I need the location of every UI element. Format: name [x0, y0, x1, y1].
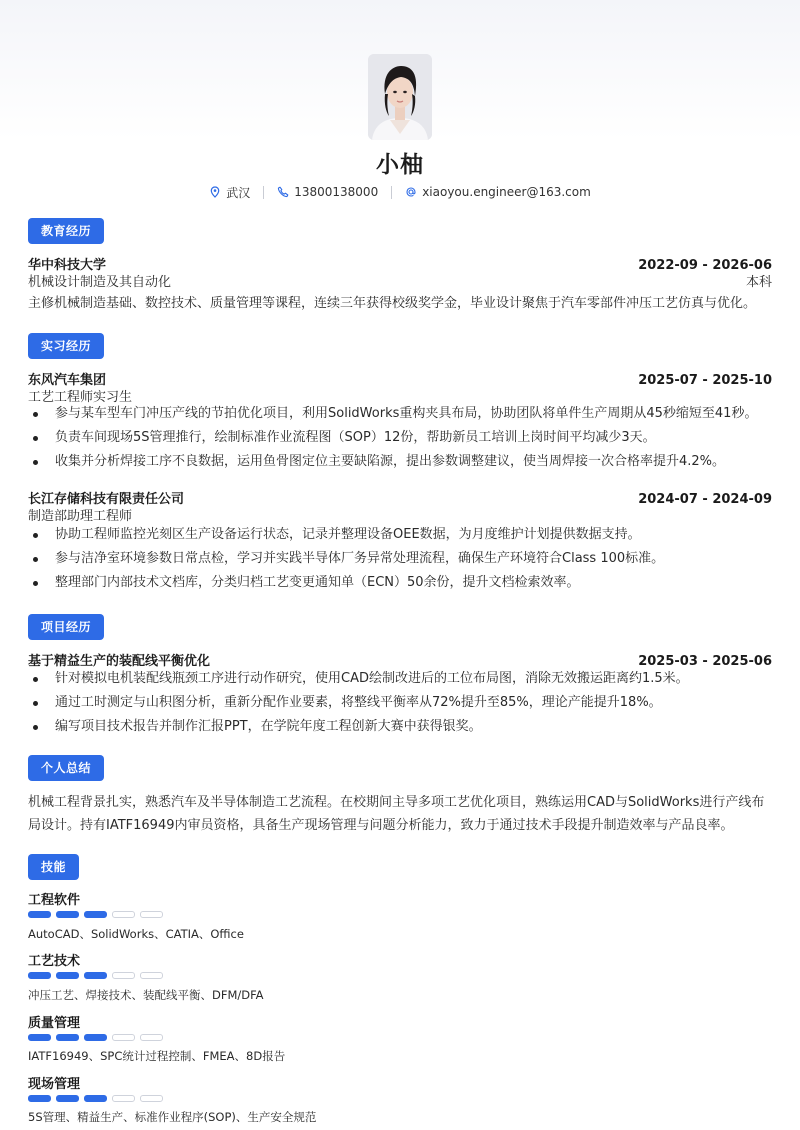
role-title: 工艺工程师实习生 [28, 390, 133, 405]
list-item: 参与某车型车门冲压产线的节拍优化项目，利用SolidWorks重构夹具布局，协助团队将单件生产周期从45秒缩短至41秒。 [28, 402, 772, 426]
section-badge-project: 项目经历 [28, 614, 104, 640]
skill-segment-filled [28, 1095, 51, 1102]
contact-city [196, 184, 263, 201]
skill-segment-filled [84, 1034, 107, 1041]
skill-level-bar [28, 972, 163, 979]
internship-bullets [28, 402, 772, 474]
skill-segment-filled [84, 911, 107, 918]
skill-segment-filled [84, 972, 107, 979]
contact-phone[interactable] [264, 185, 391, 199]
phone-icon [277, 186, 289, 198]
skill-segment-filled [28, 911, 51, 918]
location-pin-icon [209, 186, 221, 198]
skill-segment-filled [56, 1034, 79, 1041]
internship-bullets [28, 523, 772, 595]
list-item: 编写项目技术报告并制作汇报PPT，在学院年度工程创新大赛中获得银奖。 [28, 715, 772, 739]
candidate-name: 小柚 [376, 152, 424, 178]
skill-segment-empty [140, 911, 163, 918]
list-item: 参与洁净室环境参数日常点检，学习并实践半导体厂务异常处理流程，确保生产环境符合Class 100标准。 [28, 547, 772, 571]
skill-segment-filled [56, 972, 79, 979]
skill-segment-empty [112, 1034, 135, 1041]
skill-title: 工程软件 [28, 893, 81, 908]
education-subheader [28, 271, 772, 290]
skill-segment-filled [28, 972, 51, 979]
email-text: xiaoyou.engineer@163.com [422, 185, 591, 199]
skill-title: 现场管理 [28, 1077, 81, 1092]
skill-segment-empty [112, 972, 135, 979]
list-item: 整理部门内部技术文档库，分类归档工艺变更通知单（ECN）50余份，提升文档检索效率。 [28, 571, 772, 595]
skill-title: 质量管理 [28, 1016, 81, 1031]
company-name: 长江存储科技有限责任公司 [28, 492, 185, 507]
contact-bar [0, 183, 800, 201]
company-name: 东风汽车集团 [28, 373, 107, 388]
skill-segment-filled [28, 1034, 51, 1041]
skill-title: 工艺技术 [28, 954, 81, 969]
phone-text: 13800138000 [294, 185, 379, 199]
skill-segment-filled [56, 911, 79, 918]
skill-segment-filled [84, 1095, 107, 1102]
list-item: 收集并分析焊接工序不良数据，运用鱼骨图定位主要缺陷源，提出参数调整建议，使当周焊接一次合格率提升4.2%。 [28, 450, 772, 474]
skill-description: 5S管理、精益生产、标准作业程序(SOP)、生产安全规范 [28, 1110, 317, 1124]
skill-description: 冲压工艺、焊接技术、装配线平衡、DFM/DFA [28, 988, 264, 1002]
skill-level-bar [28, 1095, 163, 1102]
list-item: 负责车间现场5S管理推行，绘制标准作业流程图（SOP）12份，帮助新员工培训上岗时间平均减少3天。 [28, 426, 772, 450]
skill-segment-filled [56, 1095, 79, 1102]
skill-description: IATF16949、SPC统计过程控制、FMEA、8D报告 [28, 1049, 286, 1063]
degree: 本科 [745, 275, 772, 290]
skill-description: AutoCAD、SolidWorks、CATIA、Office [28, 927, 244, 941]
skill-segment-empty [140, 1034, 163, 1041]
internship-dates: 2024-07 - 2024-09 [638, 492, 772, 507]
skill-level-bar [28, 1034, 163, 1041]
education-description: 主修机械制造基础、数控技术、质量管理等课程，连续三年获得校级奖学金，毕业设计聚焦于汽车零部件冲压工艺仿真与优化。 [28, 296, 757, 311]
skill-segment-empty [140, 1095, 163, 1102]
summary-line-1: 机械工程背景扎实，熟悉汽车及半导体制造工艺流程。在校期间主导多项工艺优化项目，熟练运用CAD与SolidWorks进行产线布 [28, 795, 765, 810]
project-name: 基于精益生产的装配线平衡优化 [28, 654, 211, 669]
internship-dates: 2025-07 - 2025-10 [638, 373, 772, 388]
list-item: 通过工时测定与山积图分析，重新分配作业要素，将整线平衡率从72%提升至85%，理论产能提升18%。 [28, 691, 772, 715]
list-item: 针对模拟电机装配线瓶颈工序进行动作研究，使用CAD绘制改进后的工位布局图，消除无效搬运距离约1.5米。 [28, 667, 772, 691]
skill-level-bar [28, 911, 163, 918]
project-bullets [28, 667, 772, 739]
internship-role-row [28, 505, 772, 524]
city-text: 武汉 [226, 185, 251, 200]
project-dates: 2025-03 - 2025-06 [638, 654, 772, 669]
school-name: 华中科技大学 [28, 258, 107, 273]
profile-photo [368, 54, 432, 140]
skill-segment-empty [140, 972, 163, 979]
skill-segment-empty [112, 1095, 135, 1102]
section-badge-education: 教育经历 [28, 218, 104, 244]
summary-line-2: 局设计。持有IATF16949内审员资格，具备生产现场管理与问题分析能力，致力于通过技术手段提升制造效率与产品良率。 [28, 818, 734, 833]
portrait-image [368, 54, 432, 140]
contact-email[interactable] [392, 185, 604, 199]
section-badge-summary: 个人总结 [28, 755, 104, 781]
major: 机械设计制造及其自动化 [28, 275, 172, 290]
at-sign-icon [405, 186, 417, 198]
list-item: 协助工程师监控光刻区生产设备运行状态，记录并整理设备OEE数据，为月度维护计划提供数据支持。 [28, 523, 772, 547]
skill-segment-empty [112, 911, 135, 918]
section-badge-skills: 技能 [28, 854, 79, 880]
section-badge-internship: 实习经历 [28, 333, 104, 359]
role-title: 制造部助理工程师 [28, 509, 133, 524]
education-dates: 2022-09 - 2026-06 [638, 258, 772, 273]
